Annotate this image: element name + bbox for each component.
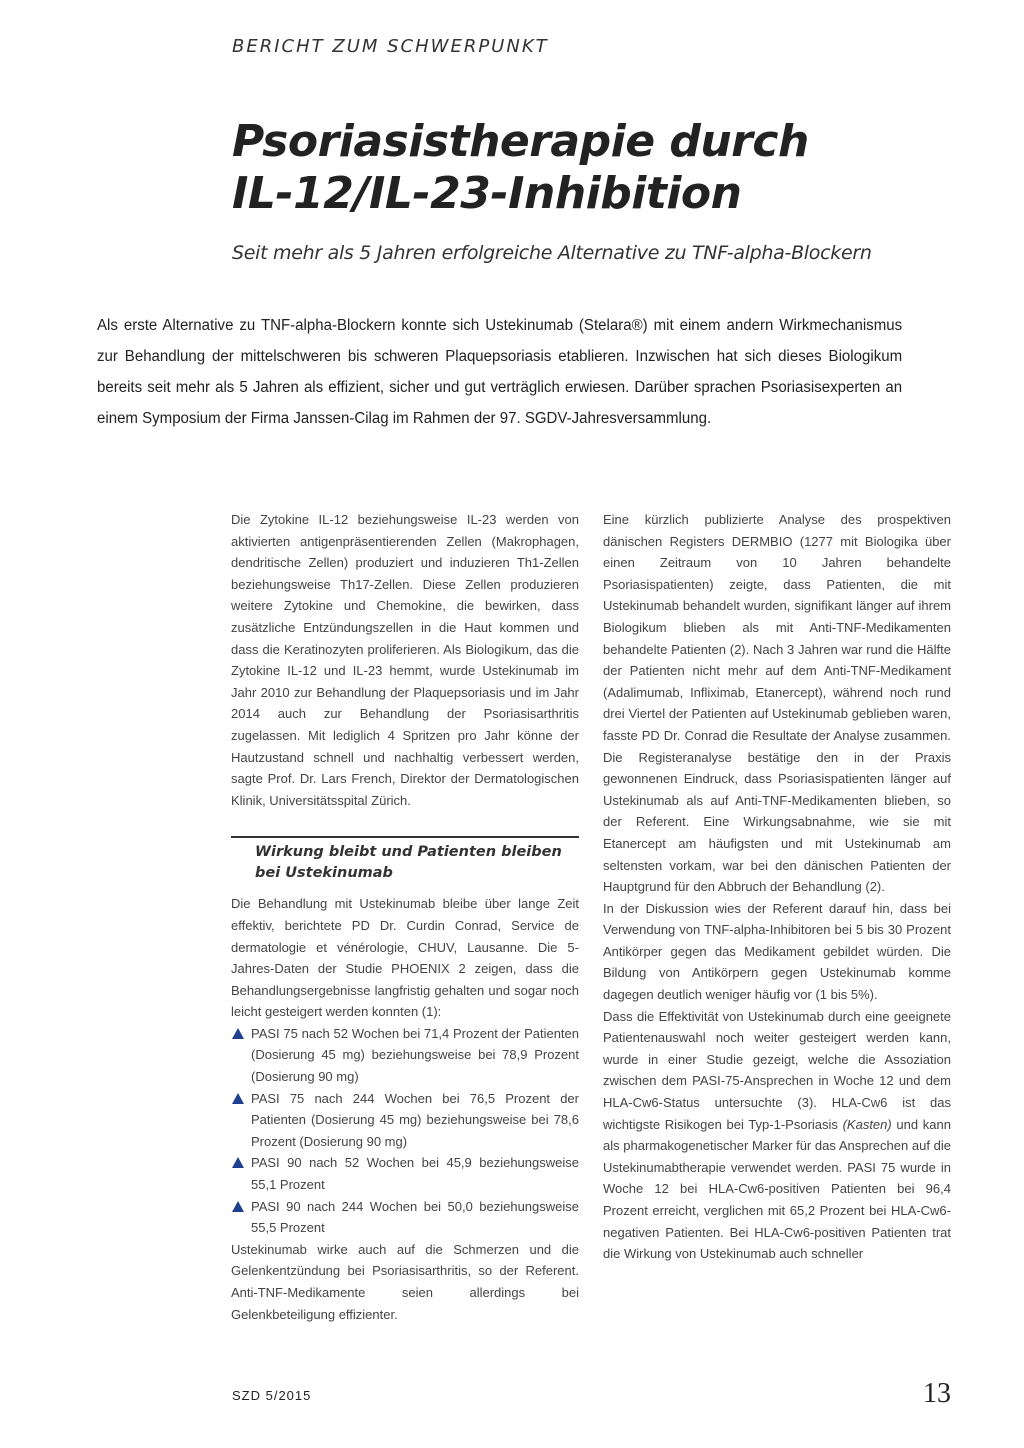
right-column	[603, 509, 951, 1265]
triangle-bullet-icon	[232, 1028, 244, 1039]
results-list	[231, 1023, 579, 1239]
paragraph-text: Dass die Effektivität von Ustekinumab durch eine geeignete Patientenauswahl noch weiter gesteigert werden kann, wurde in einer Studie gezeigt, welche die Assoziation zwischen dem PASI-75-Ansprechen in Woche 12 und dem HLA-Cw6-Status untersuchte (3). HLA-Cw6 ist das wichtigste Risikogen bei Typ-1-Psoriasis	[603, 1008, 951, 1132]
left-paragraph-2: Die Behandlung mit Ustekinumab bleibe über lange Zeit effektiv, berichtete PD Dr. Curdin Conrad, Service de dermatologie et vénérologie, CHUV, Lausanne. Die 5-Jahres-Daten der Studie PHOENIX 2 zeigen, dass die Behandlungsergebnisse langfristig gehalten und sogar noch leicht gesteigert werden konnten (1):	[231, 896, 579, 1020]
list-item-text: PASI 90 nach 244 Wochen bei 50,0 beziehungsweise 55,5 Prozent	[251, 1198, 579, 1236]
left-paragraph-3: Ustekinumab wirke auch auf die Schmerzen und die Gelenkentzündung bei Psoriasisarthritis, so der Referent. Anti-TNF-Medikamente seien allerdings bei Gelenkbeteiligung effizienter.	[231, 1241, 579, 1322]
triangle-bullet-icon	[232, 1157, 244, 1168]
article-title	[232, 116, 992, 220]
left-column	[231, 509, 579, 1325]
section-label: BERICHT ZUM SCHWERPUNKT	[232, 36, 549, 57]
section-subheading: Wirkung bleibt und Patienten bleiben bei Ustekinumab	[231, 836, 579, 884]
title-line-1: Psoriasistherapie durch	[232, 116, 809, 167]
article-subtitle: Seit mehr als 5 Jahren erfolgreiche Alternative zu TNF-alpha-Blockern	[232, 242, 872, 264]
left-paragraph-1: Die Zytokine IL-12 beziehungsweise IL-23 werden von aktivierten antigenpräsentierenden Zellen (Makrophagen, dendritische Zellen) produziert und induzieren Th1-Zellen beziehungsweise Th17-Zellen. Diese Zellen produzieren weitere Zytokine und Chemokine, die bewirken, dass zusätzliche Entzündungszellen in die Haut kommen und dass die Keratinozyten proliferieren. Als Biologikum, das die Zytokine IL-12 und IL-23 hemmt, wurde Ustekinumab im Jahr 2010 zur Behandlung der Plaquepsoriasis und im Jahr 2014 auch zur Behandlung der Psoriasisarthritis zugelassen. Mit lediglich 4 Spritzen pro Jahr könne der Hautzustand schnell und nachhaltig verbessert werden, sagte Prof. Dr. Lars French, Direktor der Dermatologischen Klinik, Universitätsspital Zürich.	[231, 512, 579, 808]
paragraph-text: und kann als pharmakogenetischer Marker für das Ansprechen auf die Ustekinumabtherapie verwendet werden. PASI 75 wurde in Woche 12 bei HLA-Cw6-positiven Patienten bei 96,4 Prozent erreicht, verglichen mit 65,2 Prozent bei HLA-Cw6-negativen Patienten. Bei HLA-Cw6-positiven Patienten trat die Wirkung von Ustekinumab auch schneller	[603, 1116, 951, 1262]
list-item-text: PASI 75 nach 244 Wochen bei 76,5 Prozent der Patienten (Dosierung 45 mg) beziehungsweise bei 78,6 Prozent (Dosierung 90 mg)	[251, 1090, 579, 1149]
journal-issue: SZD 5/2015	[232, 1388, 312, 1403]
triangle-bullet-icon	[232, 1201, 244, 1212]
right-paragraph-2: In der Diskussion wies der Referent darauf hin, dass bei Verwendung von TNF-alpha-Inhibitoren bei 5 bis 30 Prozent Antikörper gegen das Medikament gebildet würden. Die Bildung von Antikörpern gegen Ustekinumab komme dagegen deutlich weniger häufig vor (1 bis 5%).	[603, 900, 951, 1003]
title-line-2: IL-12/IL-23-Inhibition	[232, 168, 742, 219]
triangle-bullet-icon	[232, 1093, 244, 1104]
list-item-text: PASI 90 nach 52 Wochen bei 45,9 beziehungsweise 55,1 Prozent	[251, 1155, 579, 1193]
list-item	[231, 1088, 579, 1153]
list-item	[231, 1023, 579, 1088]
box-reference: (Kasten)	[842, 1116, 892, 1132]
list-item	[231, 1152, 579, 1195]
list-item-text: PASI 75 nach 52 Wochen bei 71,4 Prozent der Patienten (Dosierung 45 mg) beziehungsweise bei 78,9 Prozent (Dosierung 90 mg)	[251, 1025, 579, 1085]
right-paragraph-3	[603, 1006, 951, 1265]
page-number: 13	[923, 1378, 951, 1409]
list-item	[231, 1196, 579, 1239]
right-paragraph-1: Eine kürzlich publizierte Analyse des prospektiven dänischen Registers DERMBIO (1277 mit Biologika über einen Zeitraum von 10 Jahren behandelte Psoriasispatienten) zeigte, dass Patienten, die mit Ustekinumab behandelt wurden, signifikant länger auf ihrem Biologikum blieben als mit Anti-TNF-Medikamenten behandelte Patienten (2). Nach 3 Jahren war rund die Hälfte der Patienten nicht mehr auf dem Anti-TNF-Medikament (Adalimumab, Infliximab, Etanercept), während noch rund drei Viertel der Patienten auf Ustekinumab geblieben waren, fasste PD Dr. Conrad die Resultate der Analyse zusammen. Die Registeranalyse bestätige den in der Praxis gewonnenen Eindruck, dass Psoriasispatienten länger auf Ustekinumab als auf Anti-TNF-Medikamenten blieben, so der Referent. Eine Wirkungsabnahme, wie sie mit Etanercept am häufigsten und mit Ustekinumab am seltensten vorkam, war bei den dänischen Patienten der Hauptgrund für den Abbruch der Behandlung (2).	[603, 512, 951, 895]
lead-paragraph: Als erste Alternative zu TNF-alpha-Blockern konnte sich Ustekinumab (Stelara®) mit einem andern Wirkmechanismus zur Behandlung der mittelschweren bis schweren Plaquepsoriasis etablieren. Inzwischen hat sich dieses Biologikum bereits seit mehr als 5 Jahren als effizient, sicher und gut verträglich erwiesen. Darüber sprachen Psoriasisexperten an einem Symposium der Firma Janssen-Cilag im Rahmen der 97. SGDV-Jahresversammlung.	[97, 317, 903, 427]
